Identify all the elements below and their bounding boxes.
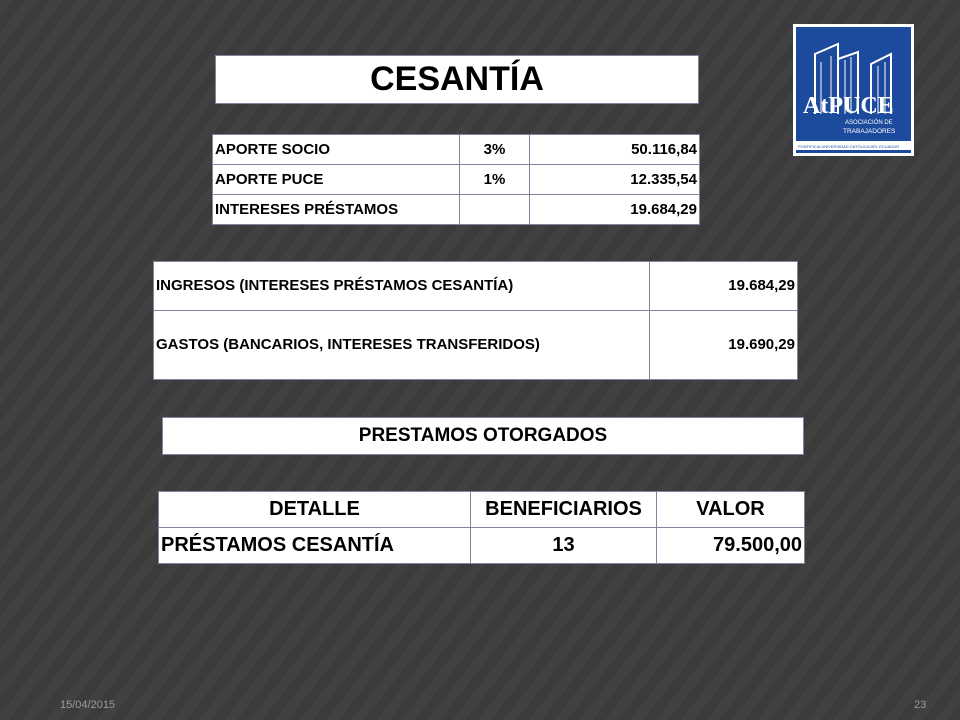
aporte-amount: 12.335,54	[530, 165, 700, 195]
aporte-amount: 50.116,84	[530, 135, 700, 165]
aporte-rate: 1%	[460, 165, 530, 195]
aporte-rate: 3%	[460, 135, 530, 165]
prestamo-beneficiarios: 13	[471, 528, 657, 564]
table-row	[213, 135, 700, 165]
aporte-label: APORTE PUCE	[213, 165, 460, 195]
prestamo-detalle: PRÉSTAMOS CESANTÍA	[159, 528, 471, 564]
ingresos-gastos-table	[153, 261, 798, 380]
aporte-label: APORTE SOCIO	[213, 135, 460, 165]
table-row	[159, 528, 805, 564]
aporte-amount: 19.684,29	[530, 195, 700, 225]
atpuce-logo-image	[793, 24, 914, 156]
svg-text:PONTIFICIA UNIVERSIDAD CATÓLIC: PONTIFICIA UNIVERSIDAD CATÓLICA DEL ECUADOR	[798, 144, 900, 149]
svg-text:TRABAJADORES: TRABAJADORES	[843, 128, 896, 135]
column-header-valor: VALOR	[657, 492, 805, 528]
aporte-rate	[460, 195, 530, 225]
prestamos-table	[158, 491, 805, 564]
aporte-label: INTERESES PRÉSTAMOS	[213, 195, 460, 225]
table-row	[154, 311, 798, 380]
gastos-amount: 19.690,29	[650, 311, 798, 380]
prestamos-heading: PRESTAMOS OTORGADOS	[162, 417, 804, 455]
table-row	[213, 195, 700, 225]
slide-page-number: 23	[914, 699, 927, 711]
atpuce-logo	[793, 24, 914, 156]
slide-title: CESANTÍA	[215, 55, 699, 104]
column-header-detalle: DETALLE	[159, 492, 471, 528]
column-header-beneficiarios: BENEFICIARIOS	[471, 492, 657, 528]
table-row	[154, 262, 798, 311]
table-row	[213, 165, 700, 195]
slide-date: 15/04/2015	[60, 699, 116, 711]
prestamo-valor: 79.500,00	[657, 528, 805, 564]
gastos-label: GASTOS (BANCARIOS, INTERESES TRANSFERIDOS)	[154, 311, 650, 380]
svg-text:ASOCIACIÓN DE: ASOCIACIÓN DE	[845, 120, 893, 126]
table-header-row	[159, 492, 805, 528]
ingresos-label: INGRESOS (INTERESES PRÉSTAMOS CESANTÍA)	[154, 262, 650, 311]
ingresos-amount: 19.684,29	[650, 262, 798, 311]
svg-text:AtPUCE: AtPUCE	[803, 93, 894, 119]
aportes-table	[212, 134, 700, 225]
